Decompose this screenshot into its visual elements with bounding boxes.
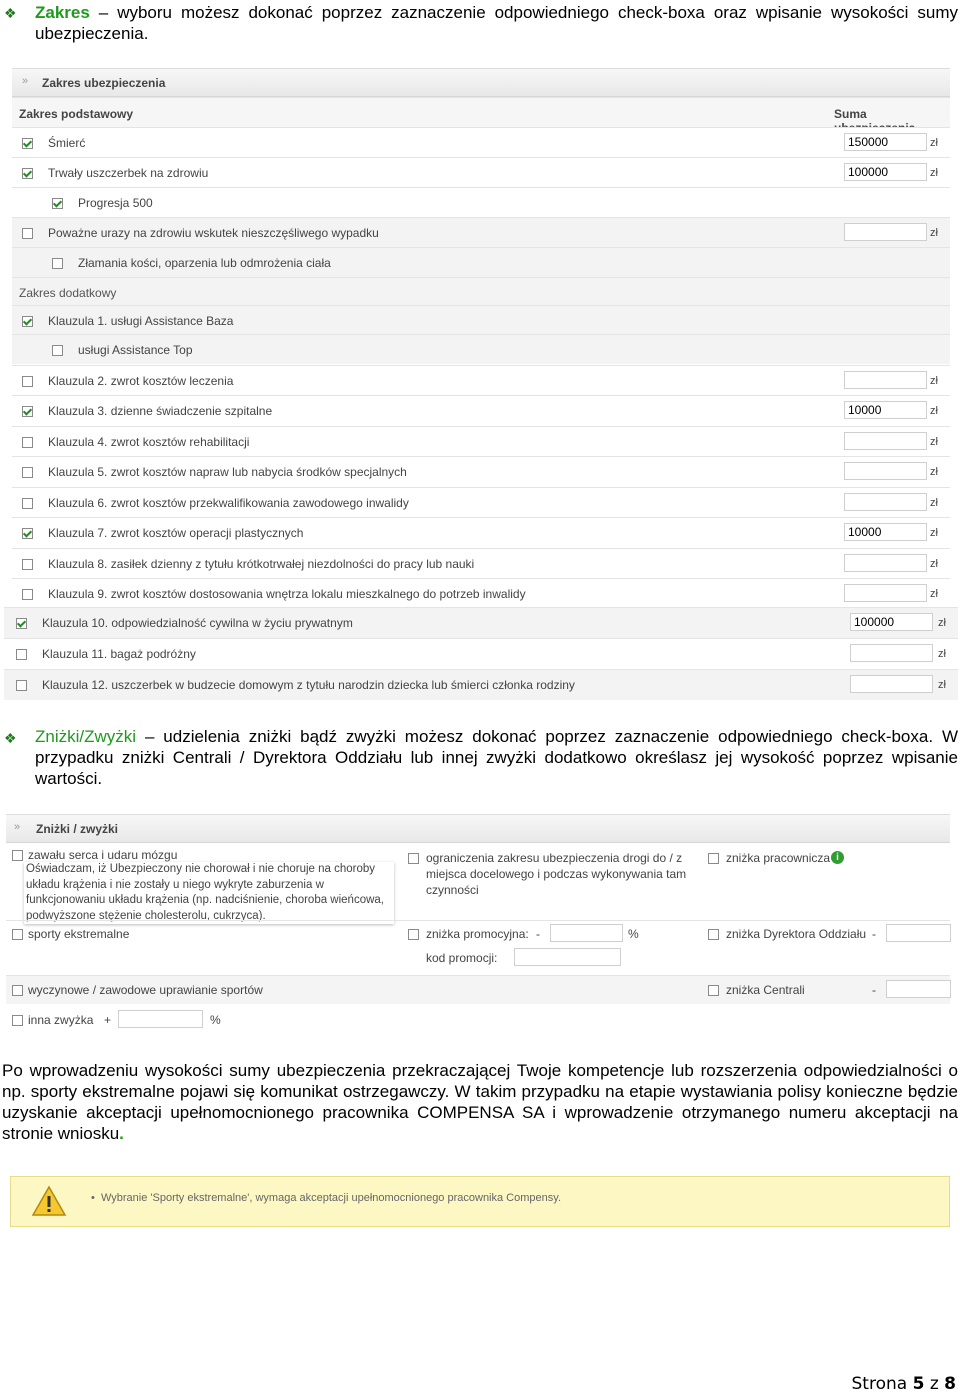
intro-paragraph bbox=[35, 2, 958, 44]
coverage-checkbox[interactable] bbox=[22, 228, 33, 239]
currency-label: zł bbox=[930, 558, 938, 570]
coverage-checkbox[interactable] bbox=[22, 528, 33, 539]
coverage-label: Złamania kości, oparzenia lub odmrożenia ciała bbox=[78, 256, 331, 270]
coverage-row bbox=[12, 187, 950, 217]
coverage-label: Klauzula 2. zwrot kosztów leczenia bbox=[48, 374, 234, 388]
coverage-checkbox[interactable] bbox=[16, 649, 27, 660]
extreme-sports-checkbox[interactable] bbox=[12, 929, 23, 940]
sum-insured-input[interactable]: 100000 bbox=[844, 163, 927, 181]
coverage-label: usługi Assistance Top bbox=[78, 343, 193, 357]
warning-text: Wybranie 'Sporty ekstremalne', wymaga akceptacji upełnomocnionego pracownika Compensy. bbox=[100, 1192, 561, 1204]
zakres-panel bbox=[0, 66, 960, 702]
znizki-term: Zniżki/Zwyżki bbox=[35, 727, 137, 746]
warning-message bbox=[91, 1192, 561, 1204]
coverage-row bbox=[12, 487, 950, 517]
double-chevron-icon: » bbox=[14, 821, 21, 833]
coverage-checkbox[interactable] bbox=[22, 589, 33, 600]
coverage-checkbox[interactable] bbox=[52, 345, 63, 356]
sum-insured-input[interactable] bbox=[844, 584, 927, 602]
coverage-row bbox=[12, 127, 950, 157]
competitive-sports-label: wyczynowe / zawodowe uprawianie sportów bbox=[28, 983, 263, 997]
currency-label: zł bbox=[930, 466, 938, 478]
coverage-checkbox[interactable] bbox=[22, 316, 33, 327]
zakres-basic-header-row bbox=[12, 97, 950, 127]
promo-checkbox[interactable] bbox=[408, 929, 419, 940]
coverage-label: Klauzula 9. zwrot kosztów dostosowania wnętrza lokalu mieszkalnego do potrzeb inwalidy bbox=[48, 587, 526, 601]
currency-label: zł bbox=[930, 405, 938, 417]
intro-term: Zakres bbox=[35, 3, 90, 22]
footer-page: 5 bbox=[912, 1374, 925, 1394]
footer-sep: z bbox=[924, 1374, 945, 1394]
coverage-row bbox=[4, 607, 958, 638]
coverage-checkbox[interactable] bbox=[16, 618, 27, 629]
coverage-checkbox[interactable] bbox=[22, 376, 33, 387]
sum-insured-input[interactable]: 10000 bbox=[844, 523, 927, 541]
director-label: zniżka Dyrektora Oddziału bbox=[726, 927, 867, 941]
coverage-row bbox=[12, 395, 950, 425]
central-minus: - bbox=[872, 983, 876, 997]
bullet-icon: ❖ bbox=[4, 730, 17, 746]
footer-prefix: Strona bbox=[851, 1374, 913, 1394]
employee-checkbox[interactable] bbox=[708, 853, 719, 864]
extra-scope-heading: Zakres dodatkowy bbox=[19, 286, 117, 300]
znizki-panel-title: Zniżki / zwyżki bbox=[36, 822, 119, 836]
promo-label: zniżka promocyjna: bbox=[426, 927, 529, 941]
central-input[interactable] bbox=[886, 980, 951, 998]
coverage-row bbox=[4, 669, 958, 700]
sum-insured-input[interactable]: 100000 bbox=[850, 613, 933, 631]
director-input[interactable] bbox=[886, 924, 951, 942]
currency-label: zł bbox=[938, 617, 946, 629]
currency-label: zł bbox=[930, 137, 938, 149]
currency-label: zł bbox=[938, 648, 946, 660]
znizki-panel-header bbox=[6, 814, 950, 843]
sum-insured-input[interactable] bbox=[844, 432, 927, 450]
basic-scope-heading: Zakres podstawowy bbox=[19, 107, 134, 121]
coverage-label: Progresja 500 bbox=[78, 196, 153, 210]
director-minus: - bbox=[872, 927, 876, 941]
coverage-label: Klauzula 5. zwrot kosztów napraw lub nabycia środków specjalnych bbox=[48, 465, 407, 479]
znizki-text: – udzielenia zniżki bądź zwyżki możesz dokonać poprzez zaznaczenie odpowiedniego check-boxa. W przypadku zniżki Centrali / Dyrektora Oddziału lub innej zwyżki dodatkowo określasz jej wysokość poprzez wpisanie wartości. bbox=[35, 727, 958, 788]
coverage-row bbox=[12, 456, 950, 486]
znizki-panel bbox=[0, 812, 960, 1037]
coverage-row bbox=[4, 638, 958, 669]
currency-label: zł bbox=[930, 227, 938, 239]
other-surcharge-plus: + bbox=[104, 1013, 112, 1027]
coverage-label: Klauzula 8. zasiłek dzienny z tytułu krótkotrwałej niezdolności do pracy lub nauki bbox=[48, 557, 475, 571]
coverage-label: Klauzula 11. bagaż podróżny bbox=[42, 647, 196, 661]
page-footer bbox=[852, 1374, 957, 1394]
coverage-checkbox[interactable] bbox=[22, 437, 33, 448]
sum-insured-input[interactable] bbox=[844, 462, 927, 480]
coverage-checkbox[interactable] bbox=[22, 467, 33, 478]
stroke-tooltip: Oświadczam, iż Ubezpieczony nie chorował i nie choruje na choroby układu krążenia i nie zostały u niego wykryte zaburzenia w funkcjonowaniu układu krążenia (np. nadciśnienie, choroba wieńcowa, podwyższone stężenie cholesterolu, cukrzyca). bbox=[24, 862, 394, 924]
coverage-label: Klauzula 4. zwrot kosztów rehabilitacji bbox=[48, 435, 250, 449]
zakres-panel-title: Zakres ubezpieczenia bbox=[42, 76, 166, 90]
footer-total: 8 bbox=[944, 1374, 956, 1394]
coverage-checkbox[interactable] bbox=[22, 168, 33, 179]
coverage-checkbox[interactable] bbox=[22, 559, 33, 570]
sum-insured-input[interactable] bbox=[850, 675, 933, 693]
sum-insured-input[interactable] bbox=[844, 554, 927, 572]
coverage-row bbox=[12, 578, 950, 608]
other-surcharge-label: inna zwyżka bbox=[28, 1013, 94, 1027]
central-checkbox[interactable] bbox=[708, 985, 719, 996]
currency-label: zł bbox=[930, 436, 938, 448]
zakres-panel-header bbox=[12, 68, 950, 97]
znizki-paragraph bbox=[35, 726, 958, 789]
coverage-checkbox[interactable] bbox=[22, 138, 33, 149]
coverage-row bbox=[12, 247, 950, 277]
coverage-row bbox=[12, 305, 950, 335]
coverage-checkbox[interactable] bbox=[22, 498, 33, 509]
currency-label: zł bbox=[930, 527, 938, 539]
body-dot: . bbox=[119, 1124, 124, 1143]
bullet-icon: ❖ bbox=[4, 5, 17, 21]
info-icon[interactable]: i bbox=[831, 851, 844, 864]
director-checkbox[interactable] bbox=[708, 929, 719, 940]
coverage-label: Klauzula 3. dzienne świadczenie szpitalne bbox=[48, 404, 273, 418]
limit-label: ograniczenia zakresu ubezpieczenia drogi do / z miejsca docelowego i podczas wykonywania tam czynności bbox=[426, 851, 687, 897]
zakres-extra-header-row bbox=[12, 277, 950, 307]
currency-label: zł bbox=[938, 679, 946, 691]
sum-insured-input[interactable]: 10000 bbox=[844, 401, 927, 419]
central-label: zniżka Centrali bbox=[726, 983, 805, 997]
promo-code-label: kod promocji: bbox=[426, 951, 498, 965]
sum-insured-input[interactable] bbox=[844, 223, 927, 241]
extreme-sports-label: sporty ekstremalne bbox=[28, 927, 130, 941]
other-surcharge-input[interactable] bbox=[118, 1010, 203, 1028]
coverage-label: Klauzula 1. usługi Assistance Baza bbox=[48, 314, 234, 328]
other-surcharge-percent: % bbox=[210, 1013, 221, 1027]
double-chevron-icon: » bbox=[22, 75, 29, 87]
promo-minus: - bbox=[536, 927, 540, 941]
other-surcharge-checkbox[interactable] bbox=[12, 1015, 23, 1026]
warning-box bbox=[10, 1176, 950, 1227]
promo-percent: % bbox=[628, 927, 639, 941]
coverage-checkbox[interactable] bbox=[52, 258, 63, 269]
currency-label: zł bbox=[930, 375, 938, 387]
coverage-row bbox=[12, 517, 950, 547]
sum-insured-input[interactable] bbox=[844, 493, 927, 511]
sum-insured-input[interactable] bbox=[850, 644, 933, 662]
sum-insured-input[interactable] bbox=[844, 371, 927, 389]
coverage-label: Trwały uszczerbek na zdrowiu bbox=[48, 166, 209, 180]
body-paragraph bbox=[2, 1060, 958, 1144]
row-divider bbox=[6, 920, 950, 921]
stroke-label: zawału serca i udaru mózgu bbox=[28, 848, 178, 862]
employee-label: zniżka pracownicza bbox=[726, 851, 831, 865]
coverage-row bbox=[12, 217, 950, 247]
coverage-label: Klauzula 10. odpowiedzialność cywilna w życiu prywatnym bbox=[42, 616, 353, 630]
promo-code-input[interactable] bbox=[514, 948, 621, 966]
coverage-row bbox=[12, 365, 950, 395]
limit-checkbox[interactable] bbox=[408, 853, 419, 864]
coverage-row bbox=[12, 157, 950, 187]
currency-label: zł bbox=[930, 588, 938, 600]
coverage-checkbox[interactable] bbox=[22, 406, 33, 417]
coverage-label: Śmierć bbox=[48, 136, 86, 150]
coverage-label: Klauzula 7. zwrot kosztów operacji plastycznych bbox=[48, 526, 304, 540]
coverage-checkbox[interactable] bbox=[16, 680, 27, 691]
coverage-row bbox=[12, 334, 950, 364]
intro-text: – wyboru możesz dokonać poprzez zaznaczenie odpowiedniego check-boxa oraz wpisanie wysokości sumy ubezpieczenia. bbox=[35, 3, 958, 43]
stroke-checkbox[interactable] bbox=[12, 850, 23, 861]
warning-icon bbox=[31, 1185, 67, 1217]
bullet-dot-icon: • bbox=[91, 1192, 95, 1204]
coverage-row bbox=[12, 548, 950, 578]
coverage-label: Poważne urazy na zdrowiu wskutek nieszczęśliwego wypadku bbox=[48, 226, 379, 240]
coverage-row bbox=[12, 426, 950, 456]
coverage-label: Klauzula 6. zwrot kosztów przekwalifikowania zawodowego inwalidy bbox=[48, 496, 409, 510]
body-text: Po wprowadzeniu wysokości sumy ubezpieczenia przekraczającej Twoje kompetencje lub rozszerzenia odpowiedzialności o np. sporty ekstremalne pojawi się komunikat ostrzegawczy. W takim przypadku na etapie wystawiania polisy konieczne będzie uzyskanie akceptacji upełnomocnionego pracownika COMPENSA SA i wprowadzenie otrzymanego numeru akceptacji na stronie wniosku bbox=[2, 1061, 958, 1143]
currency-label: zł bbox=[930, 167, 938, 179]
sum-insured-input[interactable]: 150000 bbox=[844, 133, 927, 151]
promo-input[interactable] bbox=[550, 924, 623, 942]
competitive-sports-checkbox[interactable] bbox=[12, 985, 23, 996]
currency-label: zł bbox=[930, 497, 938, 509]
sum-insured-heading: Suma bbox=[834, 107, 867, 121]
coverage-checkbox[interactable] bbox=[52, 198, 63, 209]
coverage-label: Klauzula 12. uszczerbek w budzecie domowym z tytułu narodzin dziecka lub śmierci członka rodziny bbox=[42, 678, 575, 692]
